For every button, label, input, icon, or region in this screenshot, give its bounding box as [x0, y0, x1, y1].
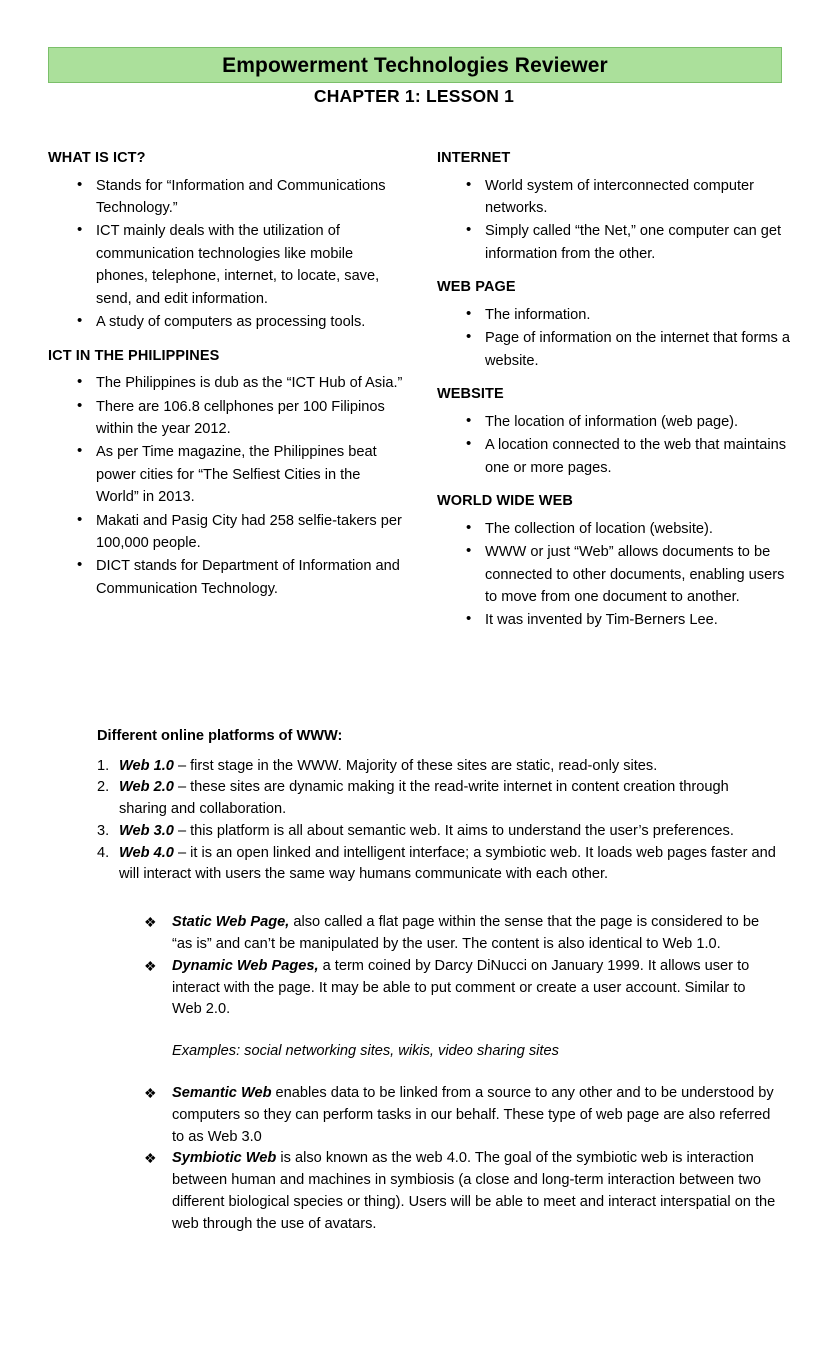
term-label: Semantic Web — [172, 1085, 272, 1102]
term-label: Web 1.0 — [119, 757, 174, 774]
diamond-bullet-list — [144, 1083, 779, 1236]
list-item: • The collection of location (website). — [437, 518, 792, 540]
list-item: • It was invented by Tim-Berners Lee. — [437, 609, 792, 631]
list-item — [97, 821, 779, 843]
bullet-list — [437, 518, 792, 632]
list-item: • The location of information (web page). — [437, 411, 792, 433]
list-item: • A location connected to the web that maintains one or more pages. — [437, 434, 792, 479]
term-description: – first stage in the WWW. Majority of these sites are static, read-only sites. — [173, 757, 658, 774]
list-item: • The information. — [437, 304, 792, 326]
section-heading: INTERNET — [437, 150, 511, 166]
list-item: • Makati and Pasig City had 258 selfie-takers per 100,000 people. — [48, 510, 403, 555]
section-heading: WHAT IS ICT? — [48, 150, 146, 166]
examples-line: Examples: social networking sites, wikis, video sharing sites — [172, 1043, 559, 1060]
list-item: • Simply called “the Net,” one computer can get information from the other. — [437, 220, 792, 265]
left-column — [48, 150, 403, 601]
list-item: • WWW or just “Web” allows documents to be connected to other documents, enabling users to move from one document to another. — [437, 541, 792, 608]
section-world-wide-web — [437, 493, 792, 632]
list-item — [144, 956, 779, 1021]
platforms-region — [0, 728, 828, 1236]
term-description: enables data to be linked from a source to any other and to be understood by computers so they can perform tasks in our behalf. These type of web page are also referred to as Web 3.0 — [172, 1085, 774, 1145]
list-item: • DICT stands for Department of Information and Communication Technology. — [48, 555, 403, 600]
chapter-subtitle: CHAPTER 1: LESSON 1 — [313, 86, 515, 106]
platforms-numbered-list — [97, 756, 779, 887]
list-item: • A study of computers as processing tools. — [48, 311, 403, 333]
section-heading: WORLD WIDE WEB — [437, 493, 573, 510]
term-description: is also known as the web 4.0. The goal of the symbiotic web is interaction between human and machines in symbiosis (a close and long-term interaction between two different biological species or thing). Users will be able to meet and interact interspatial on the web through the use of avatars. — [172, 1150, 776, 1232]
page-title: Empowerment Technologies Reviewer — [222, 53, 608, 77]
list-item — [97, 777, 779, 821]
list-item: • As per Time magazine, the Philippines beat power cities for “The Selfiest Cities in the World” in 2013. — [48, 441, 403, 508]
term-description: also called a flat page within the sense that the page is considered to be “as is” and can’t be manipulated by the user. The content is also identical to Web 1.0. — [172, 914, 760, 953]
term-description: a term coined by Darcy DiNucci on January 1999. It allows user to interact with the page. It may be able to put comment or create a user account. Similar to Web 2.0. — [172, 957, 750, 1018]
right-column — [437, 150, 792, 633]
bullet-list — [48, 175, 403, 334]
term-label: Dynamic Web Pages, — [172, 957, 319, 974]
term-label: Static Web Page, — [172, 914, 290, 931]
term-description: – these sites are dynamic making it the read-write internet in content creation through sharing and collaboration. — [119, 779, 729, 818]
sub-items-group-two — [144, 1083, 779, 1236]
term-description: – it is an open linked and intelligent interface; a symbiotic web. It loads web pages faster and will interact with users the same way humans communicate with each other. — [119, 844, 776, 883]
list-item: • Stands for “Information and Communications Technology.” — [48, 175, 403, 220]
bullet-list — [48, 372, 403, 600]
section-heading: WEB PAGE — [437, 279, 516, 296]
term-label: Web 3.0 — [119, 822, 174, 839]
list-item: • ICT mainly deals with the utilization of communication technologies like mobile phones, telephone, internet, to locate, save, send, and edit information. — [48, 220, 403, 310]
section-ict-in-the-philippines — [48, 348, 403, 601]
term-description: – this platform is all about semantic web. It aims to understand the user’s preferences. — [173, 822, 734, 839]
section-website — [437, 386, 792, 479]
title-banner — [48, 47, 782, 83]
term-label: Web 2.0 — [119, 779, 174, 796]
diamond-bullet-list — [144, 912, 779, 1021]
list-item — [144, 912, 779, 956]
list-item: • There are 106.8 cellphones per 100 Filipinos within the year 2012. — [48, 396, 403, 441]
term-label: Web 4.0 — [119, 844, 174, 861]
platforms-heading: Different online platforms of WWW: — [97, 728, 343, 744]
list-item: • World system of interconnected computer networks. — [437, 175, 792, 220]
section-what-is-ict — [48, 150, 403, 334]
term-label: Symbiotic Web — [172, 1150, 277, 1167]
bullet-list — [437, 304, 792, 372]
bullet-list — [437, 411, 792, 479]
list-item — [97, 756, 779, 778]
section-web-page — [437, 279, 792, 372]
bullet-list — [437, 175, 792, 266]
section-heading: WEBSITE — [437, 386, 504, 403]
sub-items-group-one — [144, 912, 779, 1021]
section-internet — [437, 150, 792, 265]
list-item — [144, 1083, 779, 1148]
list-item — [97, 843, 779, 887]
list-item — [144, 1148, 779, 1235]
list-item: • Page of information on the internet that forms a website. — [437, 327, 792, 372]
section-heading: ICT IN THE PHILIPPINES — [48, 347, 220, 364]
list-item: • The Philippines is dub as the “ICT Hub of Asia.” — [48, 372, 403, 394]
